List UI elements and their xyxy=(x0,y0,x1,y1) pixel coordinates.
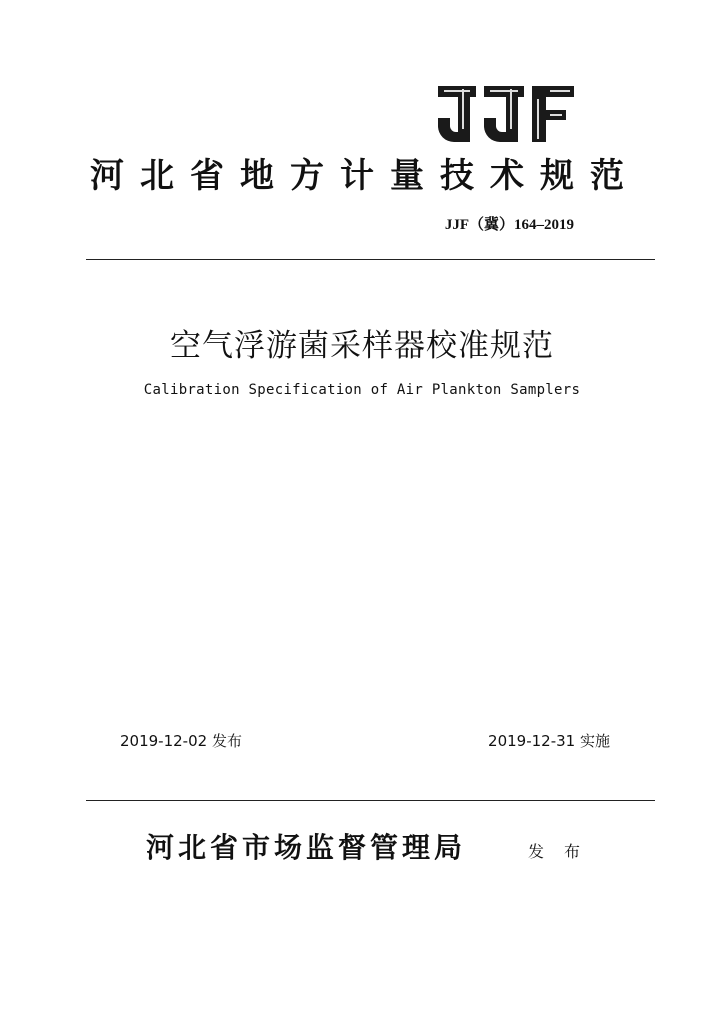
top-divider xyxy=(86,259,655,260)
issuing-authority: 河北省市场监督管理局 xyxy=(146,831,467,864)
jjf-logo xyxy=(436,84,576,144)
issue-action: 发布 xyxy=(528,842,601,861)
document-title-english: Calibration Specification of Air Plankton Samplers xyxy=(143,382,581,398)
implementation-date: 2019-12-31 实施 xyxy=(488,732,610,750)
document-title-chinese: 空气浮游菌采样器校准规范 xyxy=(170,328,554,364)
issue-date: 2019-12-02 发布 xyxy=(120,732,242,750)
bottom-divider xyxy=(86,800,655,801)
series-title: 河北省地方计量技术规范 xyxy=(90,156,640,196)
document-number: JJF（冀）164–2019 xyxy=(444,217,574,233)
